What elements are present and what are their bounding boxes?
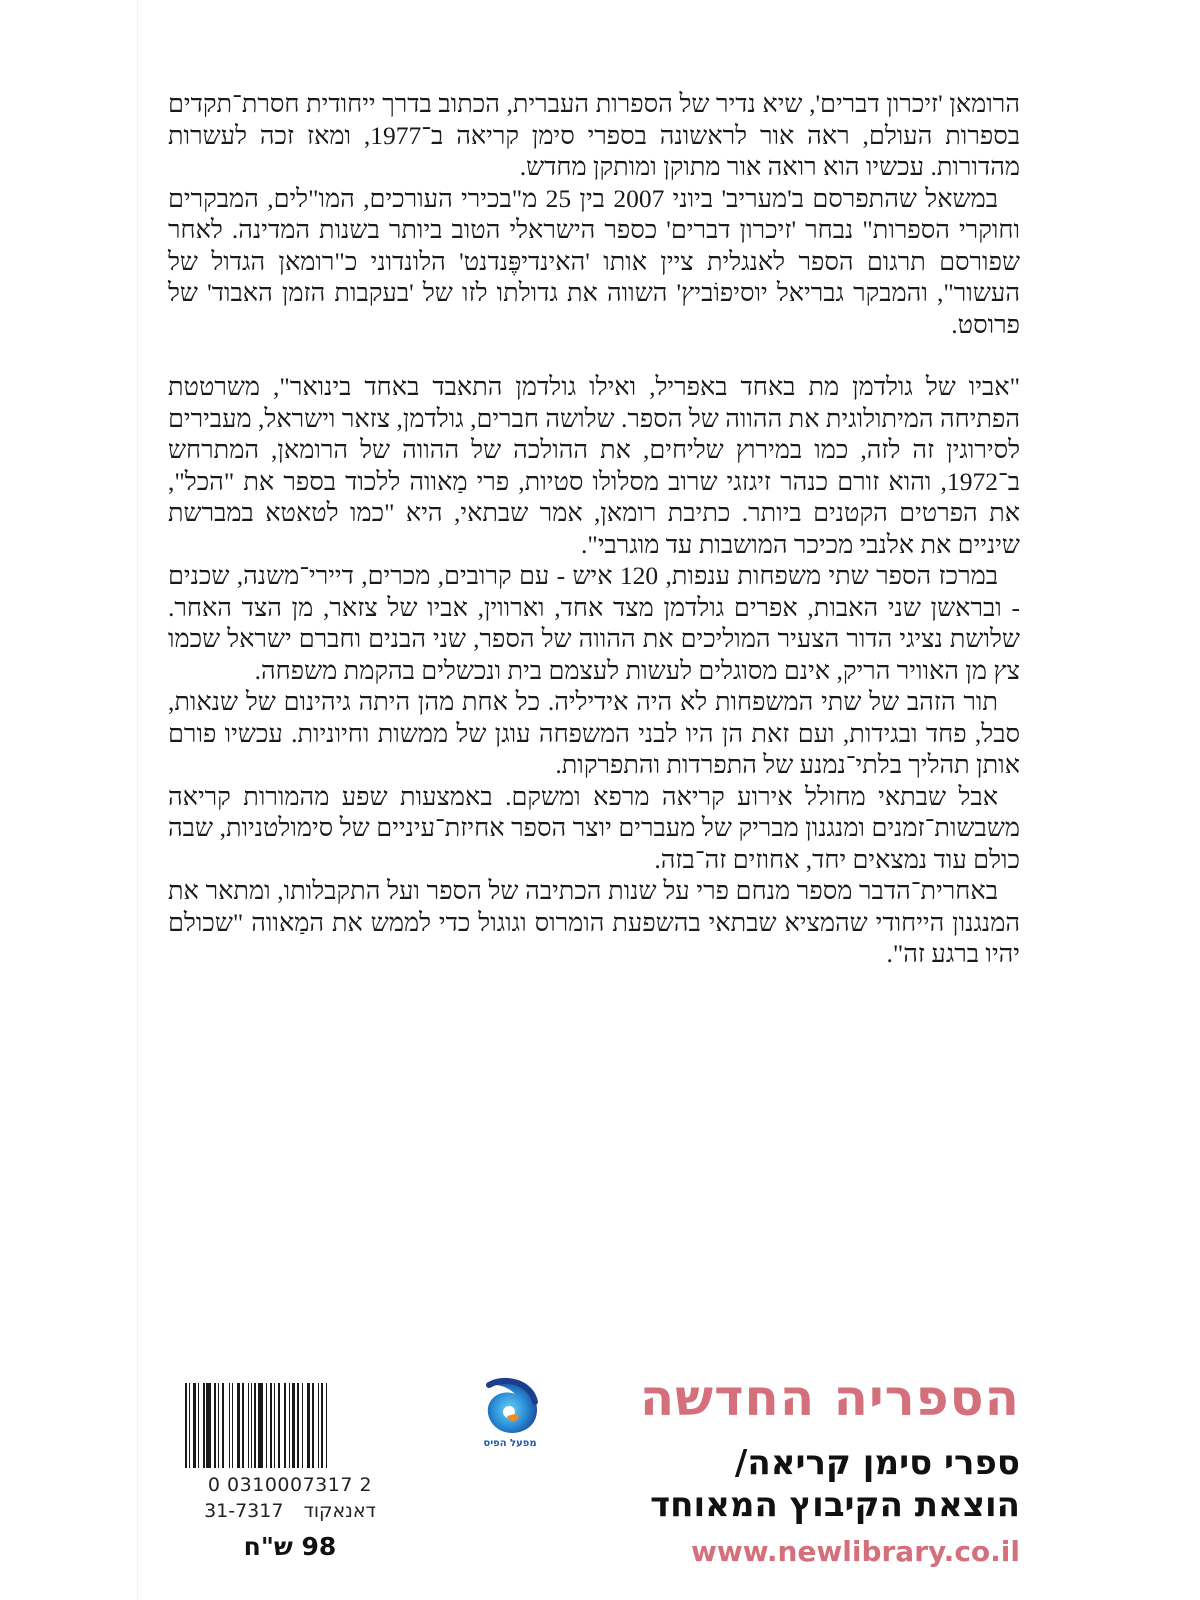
mifal-hapais-logo-icon (475, 1370, 545, 1436)
logo-caption: מפעל הפיס (483, 1438, 537, 1449)
publisher-imprint: ספרי סימן קריאה/ (734, 1443, 1020, 1483)
blurb-paragraph-2: במשאל שהתפרסם ב'מעריב' ביוני 2007 בין 25 מ"בכירי העורכים, המו"לים, המבקרים וחוקרי הספרות" נבחר 'זיכרון דברים' כספר הישראלי הטוב ביותר בשנות המדינה. לאחר שפורסם תרגום הספר לאנגלית ציין אותו 'האינדיפֶּנדנט' הלונדוני כ"רומאן הגדול של העשור", והמבקר גבריאל יוסיפוֹביץ' השווה את גדולתו לזו של 'בעקבות הזמן האבוד' של פרוסט. (168, 183, 1020, 339)
back-cover-blurb (168, 88, 1020, 970)
blurb-paragraph-6: אבל שבתאי מחולל אירוע קריאה מרפא ומשקם. באמצעות שפע מהמורות קריאה משבשות־זמנים ומנגנון מבריק של מעברים יוצר הספר אחיזת־עיניים של סימולטניות, שבה כולם עוד נמצאים יחד, אחוזים זה־בזה. (168, 781, 1020, 874)
sponsor-logo (470, 1370, 550, 1449)
publisher-website-link[interactable]: www.newlibrary.co.il (691, 1535, 1020, 1568)
series-title: הספריה החדשה (639, 1369, 1020, 1427)
blurb-paragraph-1: הרומאן 'זיכרון דברים', שיא נדיר של הספרות העברית, הכתוב בדרך ייחודית חסרת־תקדים בספרות העולם, ראה אור לראשונה בספרי סימן קריאה ב־1977, ומאז זכה לעשרות מהדורות. עכשיו הוא רואה אור מתוקן ומותקן מחדש. (168, 89, 1020, 181)
barcode-block (185, 1383, 395, 1561)
publisher-block (600, 1370, 1020, 1570)
price-label: 98 ש"ח (243, 1532, 337, 1561)
blurb-paragraph-3: "אביו של גולדמן מת באחד באפריל, ואילו גולדמן התאבד באחד בינואר", משרטטת הפתיחה המיתולוגית את ההווה של הספר. שלושה חברים, גולדמן, צזאר וישראל, מעבירים לסירוגין זה לזה, כמו במירוץ שליחים, את ההולכה של ההווה של הרומאן, המתרחש ב־1972, והוא זורם כנהר זיגזגי שרוב מסלולו סטיות, פרי מַאווה ללכוד בספר את "הכל", את הפרטים הקטנים ביותר. כתיבת רומאן, אמר שבתאי, היא "כמו לטאטא במברשת שיניים את אלנבי מכיכר המושבות עד מוגרבי". (168, 372, 1020, 559)
publisher-name: הוצאת הקיבוץ המאוחד (650, 1485, 1020, 1525)
blurb-paragraph-4: במרכז הספר שתי משפחות ענפות, 120 איש - עם קרובים, מכרים, דיירי־משנה, שכנים - ובראשן שני האבות, אפרים גולדמן מצד אחד, וארווין, אביו של צזאר, מן הצד האחר. שלושת נציגי הדור הצעיר המוליכים את ההווה של הספר, שני הבנים וחברם ישראל שכמו צץ מן האוויר הריק, אינם מסוגלים לעשות לעצמם בית ונכשלים בהקמת משפחה. (168, 561, 1020, 685)
barcode-number: 0 0310007317 2 (207, 1474, 373, 1496)
barcode-icon (185, 1383, 392, 1468)
spine-fold-line (137, 0, 138, 1600)
danacode-label: דאנאקוד (303, 1500, 376, 1522)
blurb-paragraph-7: באחרית־הדבר מספר מנחם פרי על שנות הכתיבה של הספר ועל התקבלותו, ומתאר את המנגנון הייחודי שהמציא שבתאי בהשפעת הומרוס וגוגול כדי לממש את המַאווה "שכולם יהיו ברגע זה". (168, 876, 1020, 968)
blurb-paragraph-5: תור הזהב של שתי המשפחות לא היה אידיליה. כל אחת מהן היתה גיהינום של שנאות, סבל, פחד ובגידות, ועם זאת הן היו לבני המשפחה עוגן של ממשות וחיוניות. עכשיו פורם אותן תהליך בלתי־נמנע של התפרדות והתפרקות. (168, 687, 1020, 779)
danacode-row (185, 1500, 395, 1522)
danacode-value: 31-7317 (204, 1500, 284, 1522)
